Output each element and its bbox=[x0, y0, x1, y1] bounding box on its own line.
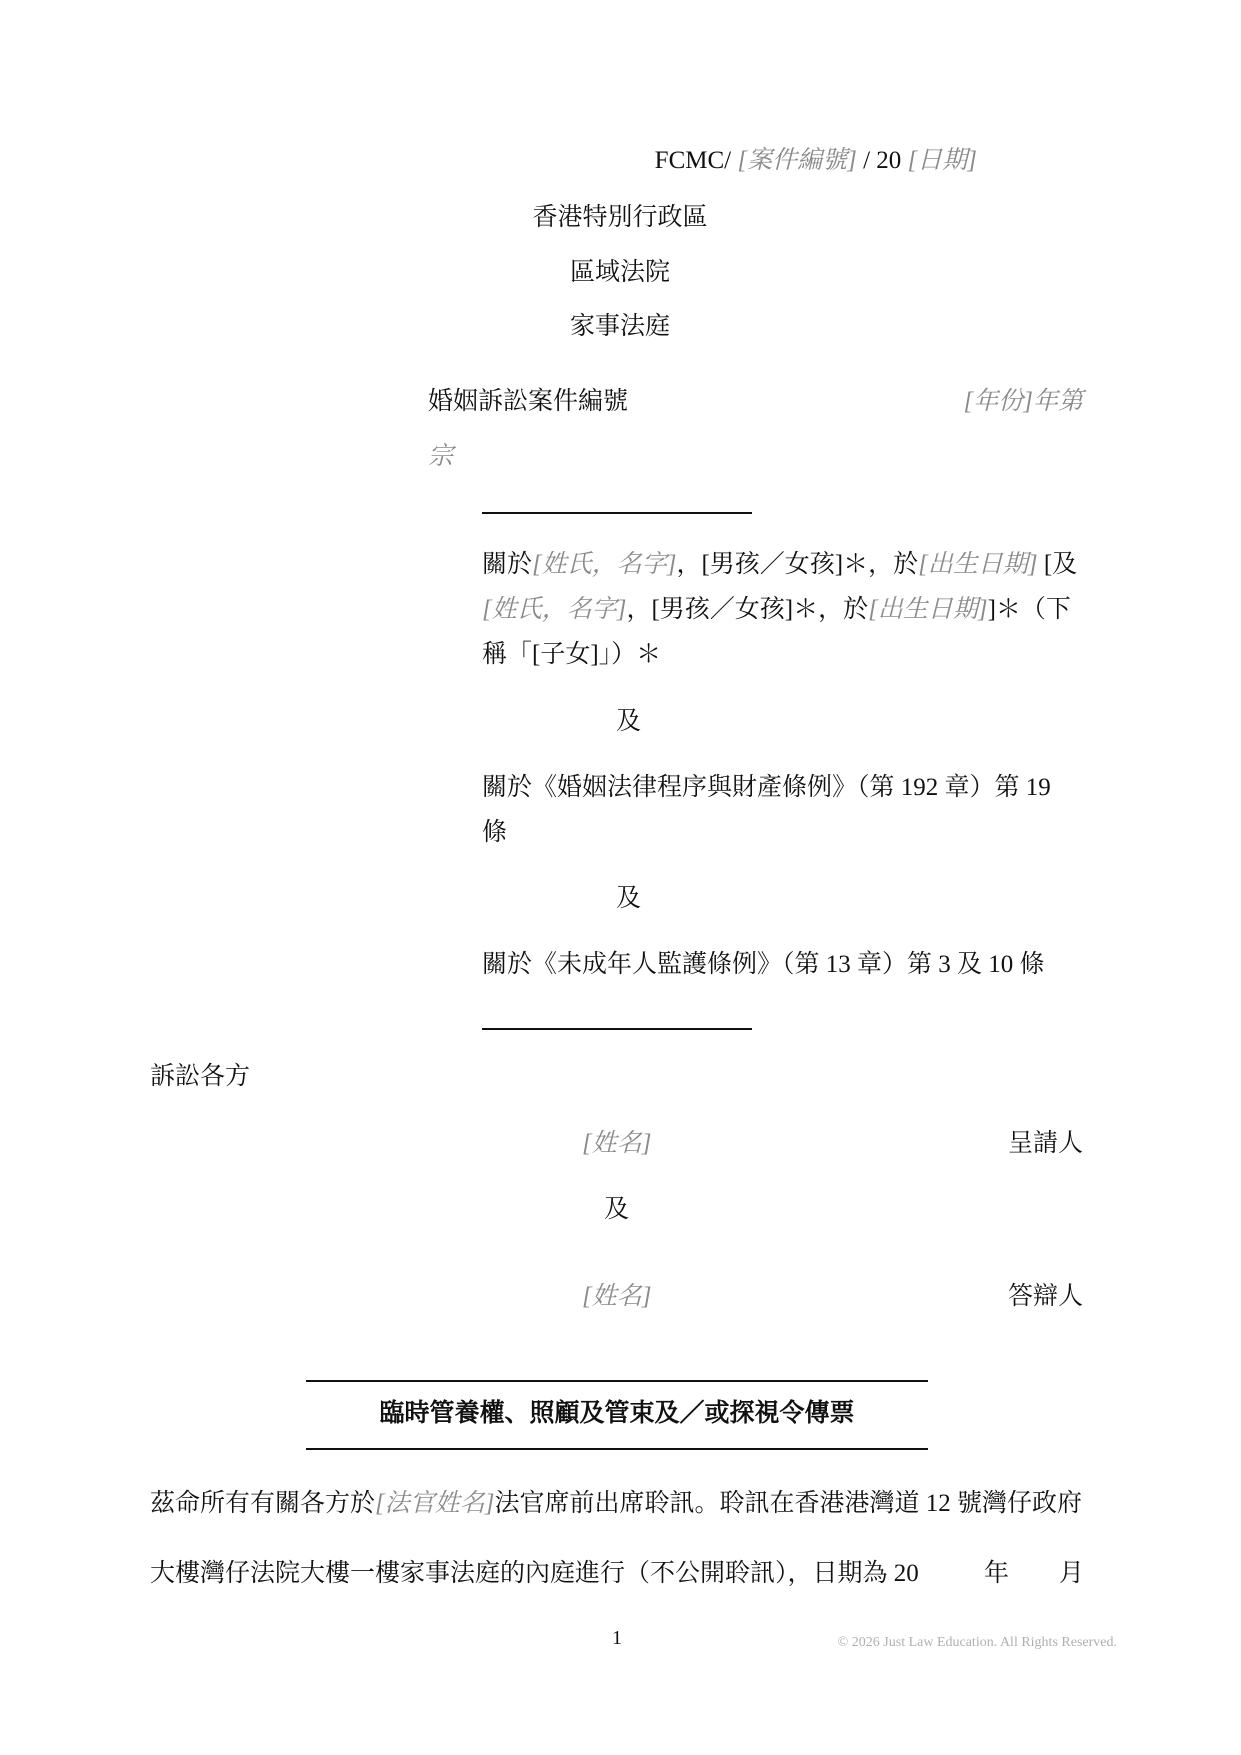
page-number: 1 bbox=[612, 1627, 622, 1649]
case-ref-prefix: FCMC/ bbox=[654, 147, 738, 174]
body-line1-end: 法官席前出席聆訊。聆訊在香港港灣道 12 號灣仔政府 bbox=[494, 1490, 1082, 1517]
copyright-notice: © 2026 Just Law Education. All Rights Reserved. bbox=[837, 1635, 1117, 1650]
child-hereinafter-text: ]＊（下 bbox=[987, 596, 1071, 623]
in-re-child-line2 bbox=[482, 593, 1071, 627]
court-jurisdiction: 香港特別行政區 bbox=[532, 204, 708, 231]
respondent-role: 答辯人 bbox=[1007, 1283, 1083, 1310]
in-re-child-line1 bbox=[482, 548, 1077, 582]
petitioner-role: 呈請人 bbox=[1007, 1130, 1083, 1157]
child-and-text: [及 bbox=[1037, 551, 1078, 578]
body-line2: 大樓灣仔法院大樓一樓家事法庭的內庭進行（不公開聆訊），日期為 20 bbox=[150, 1560, 919, 1587]
ordinance-192-line1: 關於《婚姻法律程序與財產條例》（第 192 章）第 19 bbox=[482, 774, 1051, 801]
and-connector-1: 及 bbox=[616, 708, 642, 735]
summons-title: 臨時管養權、照顧及管束及／或探視令傳票 bbox=[379, 1400, 855, 1427]
court-division: 家事法庭 bbox=[569, 313, 670, 340]
case-number-year bbox=[964, 385, 1083, 419]
child-gender-1: ，[男孩／女孩]＊，於 bbox=[676, 551, 919, 578]
body-year-char: 年 bbox=[984, 1560, 1010, 1587]
child-gender-2: ，[男孩／女孩]＊，於 bbox=[626, 596, 869, 623]
body-month-char: 月 bbox=[1059, 1560, 1085, 1587]
ordinance-13: 關於《未成年人監護條例》（第 13 章）第 3 及 10 條 bbox=[482, 951, 1045, 978]
and-connector-2: 及 bbox=[616, 885, 642, 912]
court-name: 區域法院 bbox=[569, 259, 670, 286]
title-rule-top bbox=[306, 1380, 928, 1382]
child-dob-placeholder-2: [出生日期] bbox=[868, 596, 988, 623]
in-re-text: 關於 bbox=[482, 551, 533, 578]
case-number-placeholder: [案件編號] bbox=[737, 147, 857, 174]
case-date-placeholder: [日期] bbox=[907, 147, 977, 174]
parties-and-connector: 及 bbox=[604, 1196, 630, 1223]
body-line1 bbox=[150, 1487, 1082, 1521]
respondent-name-placeholder: [姓名] bbox=[582, 1283, 652, 1310]
child-name-placeholder-2: [姓氏，名字] bbox=[482, 596, 627, 623]
in-re-child-line3: 稱「[子女]」）＊ bbox=[482, 641, 662, 668]
body-line1-start: 茲命所有有關各方於 bbox=[150, 1490, 376, 1517]
petitioner-name-placeholder: [姓名] bbox=[582, 1130, 652, 1157]
child-dob-placeholder-1: [出生日期] bbox=[918, 551, 1038, 578]
divider-top bbox=[482, 512, 752, 514]
year-placeholder: [年份] bbox=[963, 388, 1033, 415]
case-number-label: 婚姻訴訟案件編號 bbox=[428, 388, 629, 415]
ordinance-192-line2: 條 bbox=[482, 819, 508, 846]
case-number-suffix-b: 宗 bbox=[428, 443, 454, 470]
child-name-placeholder-1: [姓氏，名字] bbox=[532, 551, 677, 578]
parties-heading: 訴訟各方 bbox=[150, 1063, 251, 1090]
title-rule-bottom bbox=[306, 1448, 928, 1450]
case-reference bbox=[655, 144, 977, 178]
divider-bottom bbox=[482, 1028, 752, 1030]
case-number-suffix-a: 年第 bbox=[1032, 388, 1083, 415]
judge-name-placeholder: [法官姓名] bbox=[375, 1490, 495, 1517]
case-ref-separator: / 20 bbox=[856, 147, 908, 174]
